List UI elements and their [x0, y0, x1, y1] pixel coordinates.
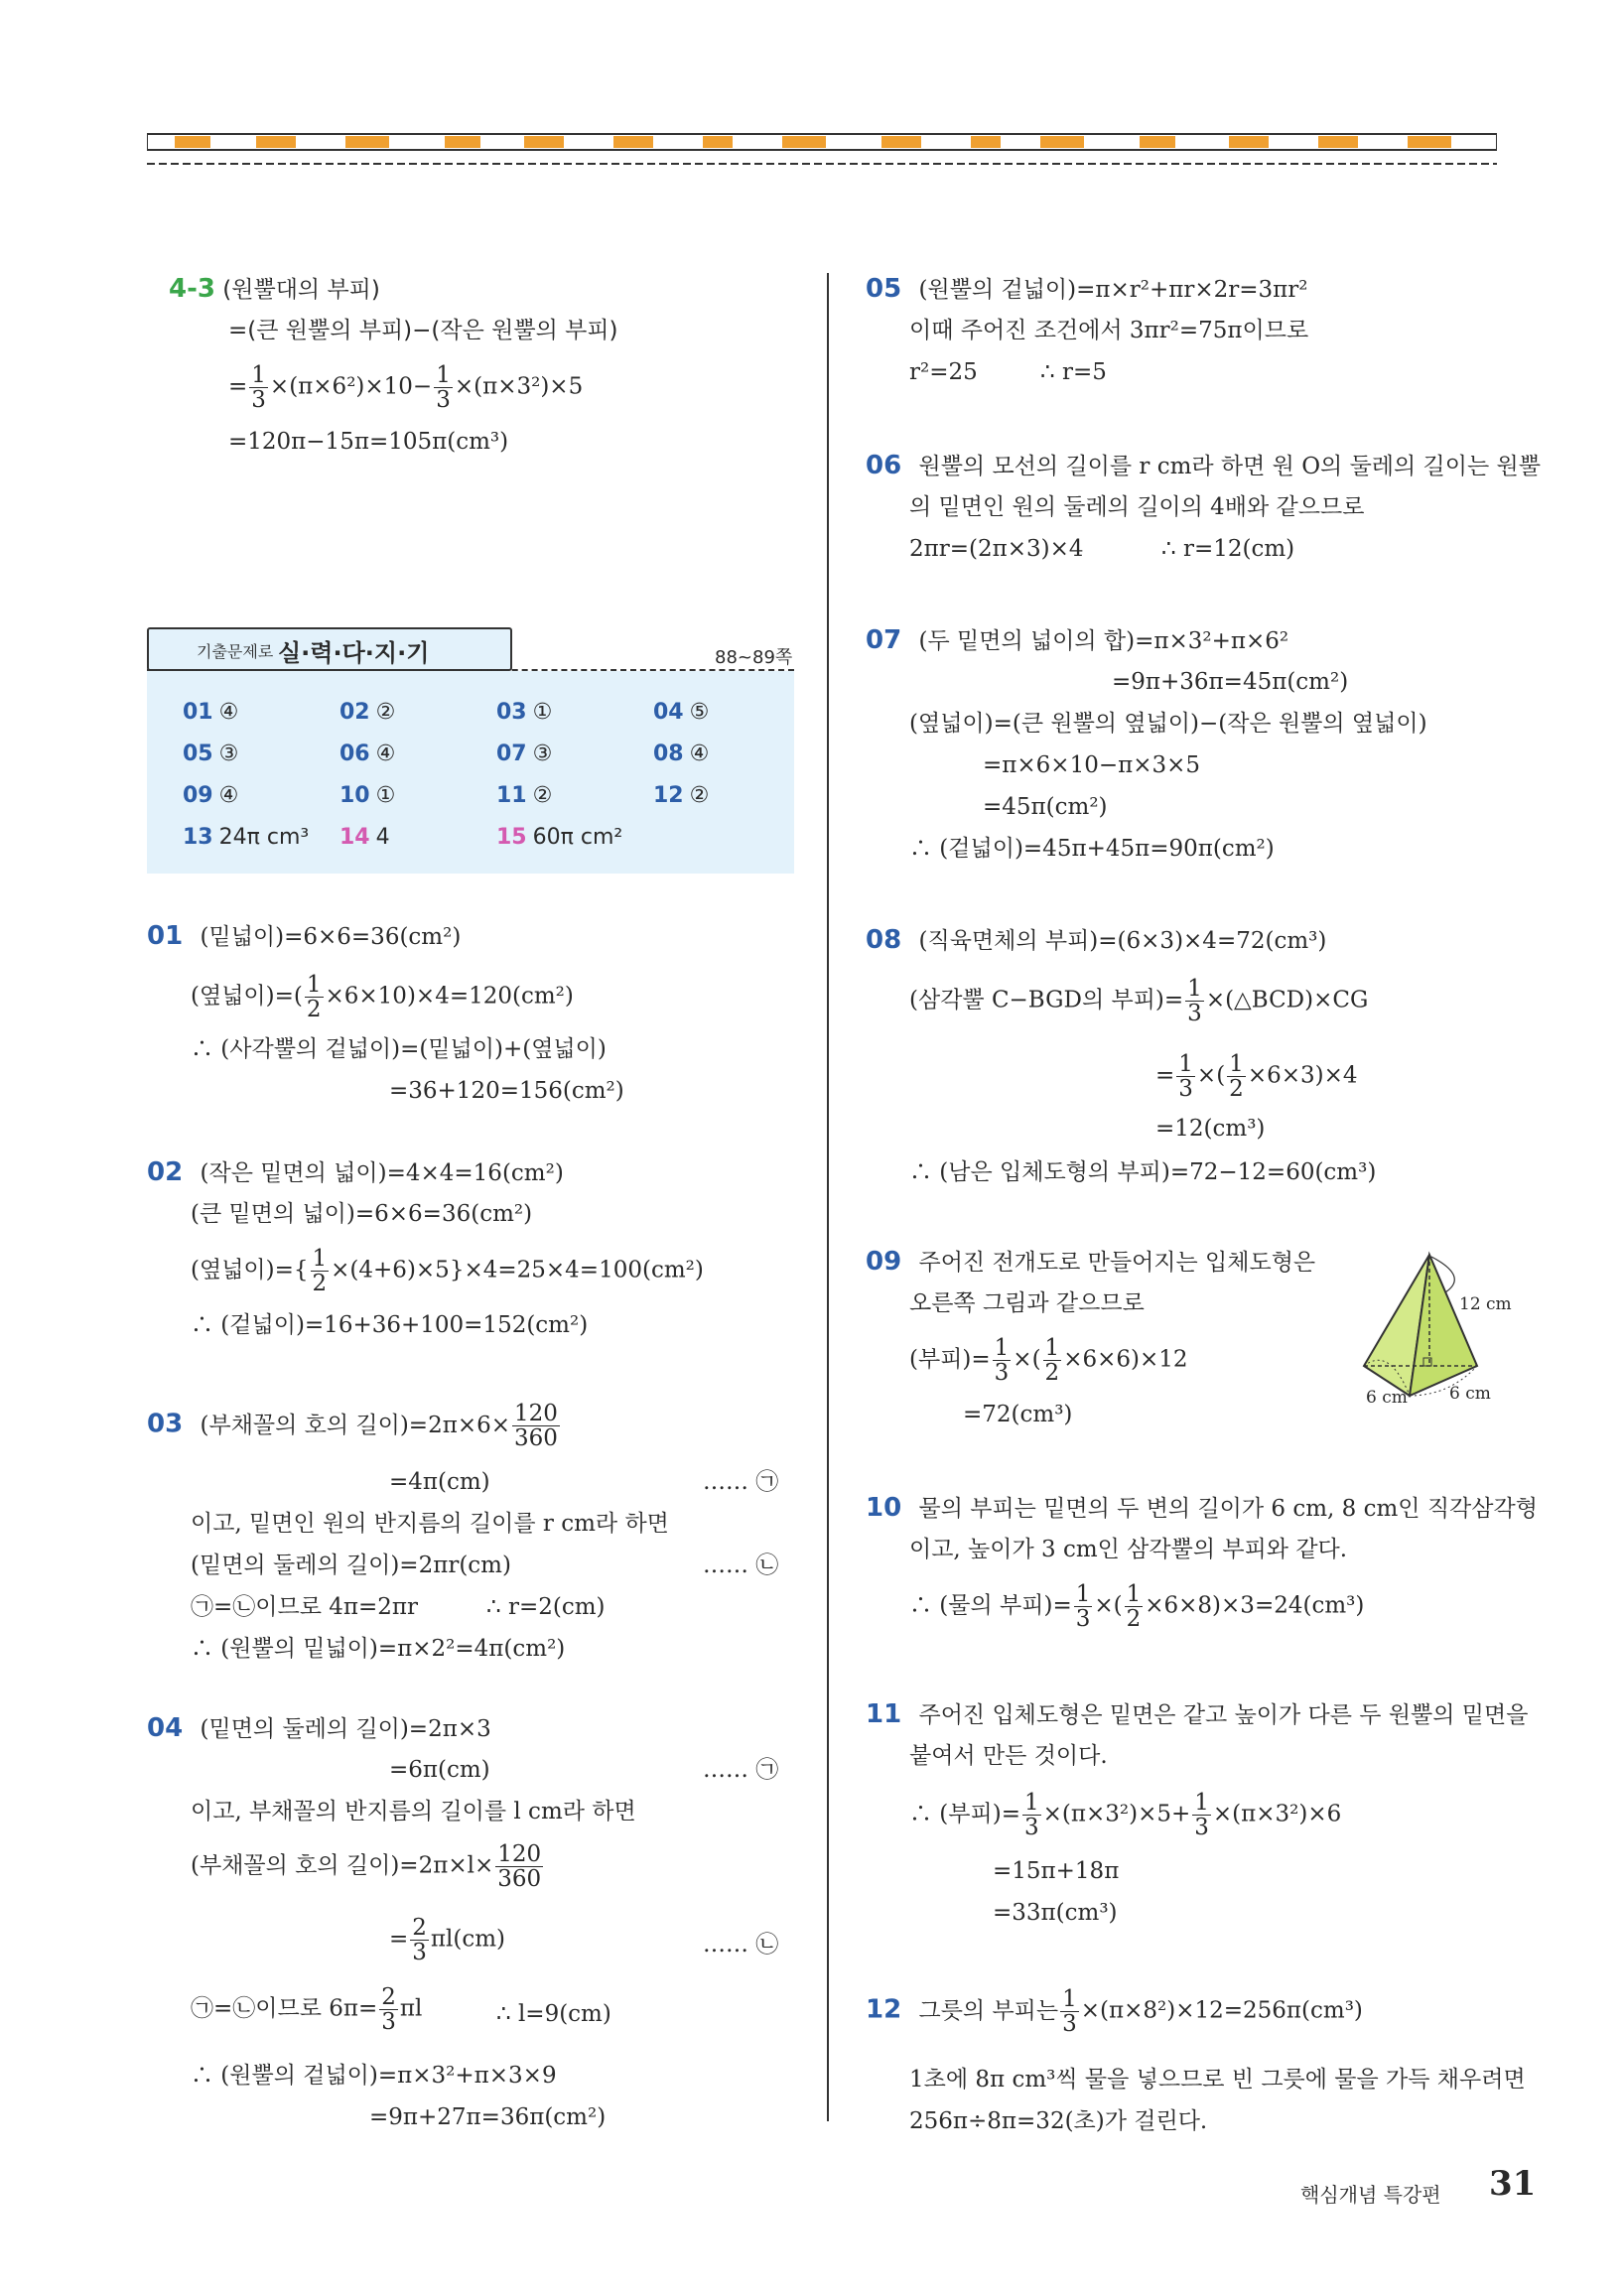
line: = $\frac{1}{3}$ ×( $\frac{1}{2}$ ×6×3)×4: [1155, 1051, 1358, 1102]
answer-15: 15 60π cm²: [496, 825, 623, 850]
practice-tab: [147, 627, 512, 671]
answer-09: 09 ④: [183, 783, 239, 808]
line: (옆넓이)=( $\frac{1}{2}$ ×6×10)×4=120(cm²): [191, 972, 574, 1022]
solution-09: 09 주어진 전개도로 만들어지는 입체도형은: [866, 1247, 1316, 1277]
line: (큰 밑면의 넓이)=6×6=36(cm²): [191, 1201, 533, 1227]
practice-label-small: 기출문제로: [197, 642, 274, 661]
line: =12(cm³): [1155, 1116, 1266, 1142]
solution-12: 12 그릇의 부피는 $\frac{1}{3}$ ×(π×8²)×12=256π(cm³): [866, 1986, 1363, 2037]
solution-10: 10 물의 부피는 밑면의 두 변의 길이가 6 cm, 8 cm인 직각삼각형: [866, 1493, 1538, 1523]
item-number: 06: [866, 451, 902, 480]
item-number: 08: [866, 925, 902, 955]
solution-07: 07 (두 밑면의 넓이의 합)=π×3²+π×6²: [866, 625, 1289, 655]
column-divider: [827, 273, 829, 2121]
line: (원뿔대의 부피): [222, 277, 380, 303]
footer-label: 핵심개념 특강편: [1300, 2183, 1441, 2207]
item-number: 04: [147, 1713, 184, 1743]
answer-13: 13 24π cm³: [183, 825, 310, 850]
line: (옆넓이)=(큰 원뿔의 옆넓이)−(작은 원뿔의 옆넓이): [909, 711, 1427, 737]
line: 오른쪽 그림과 같으므로: [909, 1290, 1145, 1316]
solution-08: 08 (직육면체의 부피)=(6×3)×4=72(cm³): [866, 925, 1327, 955]
answer-11: 11 ②: [496, 783, 553, 808]
line: ∴ (물의 부피)= $\frac{1}{3}$ ×( $\frac{1}{2}$ ×6×8)×3=24(cm³): [909, 1581, 1365, 1632]
line: ∴ r=5: [1040, 359, 1107, 385]
item-number: 09: [866, 1247, 902, 1277]
line: ∴ (사각뿔의 겉넓이)=(밑넓이)+(옆넓이): [191, 1036, 607, 1062]
line: ㉠=㉡이므로 4π=2πr: [191, 1594, 419, 1620]
line: ∴ r=12(cm): [1161, 536, 1295, 562]
marker: …… ㉠: [703, 1757, 779, 1783]
line: =15π+18π: [993, 1858, 1120, 1884]
item-number: 4-3: [169, 274, 215, 304]
line: (밑면의 둘레의 길이)=2πr(cm): [191, 1553, 511, 1578]
line: =45π(cm²): [983, 794, 1108, 820]
marker: …… ㉡: [703, 1932, 779, 1958]
line: =9π+27π=36π(cm²): [369, 2104, 607, 2130]
figure-label-height: 12 cm: [1459, 1294, 1512, 1314]
item-number: 05: [866, 274, 902, 304]
line: 1초에 8π cm³씩 물을 넣으므로 빈 그릇에 물을 가득 채우려면: [909, 2067, 1526, 2093]
line: ∴ (겉넓이)=45π+45π=90π(cm²): [909, 836, 1275, 862]
answer-06: 06 ④: [339, 742, 396, 766]
solution-02: 02 (작은 밑면의 넓이)=4×4=16(cm²): [147, 1157, 564, 1187]
line: 붙여서 만든 것이다.: [909, 1743, 1108, 1769]
line: = $\frac{1}{3}$ ×(π×6²)×10− $\frac{1}{3}$ ×(π×3²)×5: [228, 362, 584, 413]
solution-11: 11 주어진 입체도형은 밑면은 같고 높이가 다른 두 원뿔의 밑면을: [866, 1699, 1529, 1729]
answer-04: 04 ⑤: [653, 700, 710, 725]
line: ∴ (원뿔의 밑넓이)=π×2²=4π(cm²): [191, 1636, 566, 1662]
line: =9π+36π=45π(cm²): [1112, 669, 1349, 695]
item-number: 12: [866, 1994, 902, 2025]
line: ∴ r=2(cm): [486, 1594, 606, 1620]
line: 256π÷8π=32(초)가 걸린다.: [909, 2108, 1208, 2134]
item-number: 07: [866, 625, 902, 655]
solution-06: 06 원뿔의 모선의 길이를 r cm라 하면 원 O의 둘레의 길이는 원뿔: [866, 451, 1541, 480]
line: = $\frac{2}{3}$ πl(cm): [389, 1915, 506, 1965]
line: ㉠=㉡이므로 6π= $\frac{2}{3}$ πl: [191, 1984, 423, 2035]
answer-14: 14 4: [339, 825, 390, 850]
line: 이때 주어진 조건에서 3πr²=75π이므로: [909, 318, 1309, 343]
line: (옆넓이)={ $\frac{1}{2}$ ×(4+6)×5}×4=25×4=100(cm²): [191, 1246, 704, 1296]
line: (부피)= $\frac{1}{3}$ ×( $\frac{1}{2}$ ×6×6)×12: [909, 1335, 1188, 1386]
line: =72(cm³): [963, 1402, 1073, 1427]
line: =π×6×10−π×3×5: [983, 752, 1201, 778]
line: ∴ (부피)= $\frac{1}{3}$ ×(π×3²)×5+ $\frac{1}{3}$ ×(π×3²)×6: [909, 1790, 1342, 1840]
line: =4π(cm): [389, 1469, 490, 1495]
line: 이고, 부채꼴의 반지름의 길이를 l cm라 하면: [191, 1799, 636, 1824]
answer-12: 12 ②: [653, 783, 710, 808]
solution-05: 05 (원뿔의 겉넓이)=π×r²+πr×2r=3πr²: [866, 274, 1308, 304]
line: 이고, 밑면인 원의 반지름의 길이를 r cm라 하면: [191, 1511, 669, 1537]
answer-08: 08 ④: [653, 742, 710, 766]
answer-01: 01 ④: [183, 700, 239, 725]
item-number: 10: [866, 1493, 902, 1523]
solution-01: 01 (밑넓이)=6×6=36(cm²): [147, 921, 462, 951]
answer-07: 07 ③: [496, 742, 553, 766]
section-4-3: [169, 274, 380, 305]
marker: …… ㉡: [703, 1553, 779, 1578]
line: =33π(cm³): [993, 1900, 1118, 1926]
answer-10: 10 ①: [339, 783, 396, 808]
practice-pages: 88~89쪽: [715, 647, 793, 668]
item-number: 02: [147, 1157, 184, 1187]
item-number: 03: [147, 1409, 184, 1439]
line: =36+120=156(cm²): [389, 1078, 624, 1104]
line: ∴ (남은 입체도형의 부피)=72−12=60(cm³): [909, 1159, 1377, 1185]
answer-03: 03 ①: [496, 700, 553, 725]
answer-05: 05 ③: [183, 742, 239, 766]
line: 의 밑면인 원의 둘레의 길이의 4배와 같으므로: [909, 494, 1365, 520]
line: ∴ (원뿔의 겉넓이)=π×3²+π×3×9: [191, 2063, 557, 2089]
line: =6π(cm): [389, 1757, 490, 1783]
line: 이고, 높이가 3 cm인 삼각뿔의 부피와 같다.: [909, 1537, 1348, 1562]
item-number: 01: [147, 921, 184, 951]
line: (부채꼴의 호의 길이)=2π×l× $\frac{120}{360}$: [191, 1841, 542, 1892]
line: =120π−15π=105π(cm³): [228, 429, 509, 455]
line: ∴ l=9(cm): [496, 2001, 611, 2027]
figure-label-base-b: 6 cm: [1449, 1384, 1491, 1404]
line: r²=25: [909, 359, 978, 385]
item-number: 11: [866, 1699, 902, 1729]
marker: …… ㉠: [703, 1469, 779, 1495]
solution-04: 04 (밑면의 둘레의 길이)=2π×3: [147, 1713, 491, 1743]
practice-label: 실·력·다·지·기: [278, 639, 430, 667]
header-decoration: [147, 132, 1497, 172]
line: =(큰 원뿔의 부피)−(작은 원뿔의 부피): [228, 318, 618, 343]
figure-label-base-a: 6 cm: [1366, 1388, 1408, 1408]
line: (삼각뿔 C−BGD의 부피)= $\frac{1}{3}$ ×(△BCD)×CG: [909, 976, 1369, 1026]
line: 2πr=(2π×3)×4: [909, 536, 1084, 562]
solution-03: 03 (부채꼴의 호의 길이)=2π×6× $\frac{120}{360}$: [147, 1401, 558, 1451]
line: ∴ (겉넓이)=16+36+100=152(cm²): [191, 1312, 589, 1338]
answer-02: 02 ②: [339, 700, 396, 725]
page-number: 31: [1489, 2164, 1537, 2204]
